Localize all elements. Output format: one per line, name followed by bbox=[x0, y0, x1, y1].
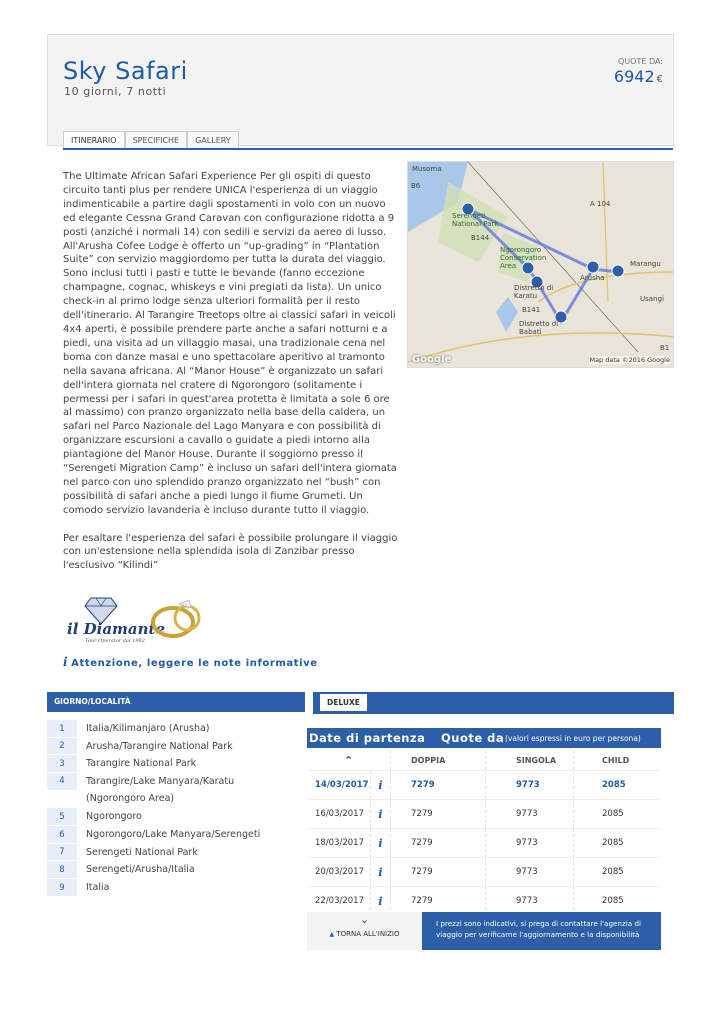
tab-gallery[interactable]: GALLERY bbox=[187, 131, 239, 148]
day-number: 3 bbox=[47, 755, 77, 773]
map-label-a104: A 104 bbox=[590, 200, 611, 208]
day-number: 5 bbox=[47, 808, 77, 826]
chevron-down-icon: ⌄ bbox=[359, 913, 370, 926]
itinerary-header: GIORNO/LOCALITÀ bbox=[47, 692, 305, 712]
price-doppia: 7279 bbox=[391, 887, 486, 915]
tab-itinerario[interactable]: ITINERARIO bbox=[63, 131, 125, 148]
day-place: Serengeti/Arusha/Italia bbox=[86, 864, 195, 875]
date-info-button[interactable] bbox=[371, 800, 391, 828]
back-to-top-label: TORNA ALL'INIZIO bbox=[336, 930, 400, 938]
itinerary-row bbox=[47, 879, 305, 897]
price-singola: 9773 bbox=[486, 887, 574, 915]
tab-deluxe[interactable]: DELUXE bbox=[320, 694, 367, 711]
map-label-karatu: Distretto di Karatu bbox=[514, 284, 554, 300]
price-disclaimer: I prezzi sono indicativi, si prega di contattare l'agenzia di viaggio per verificarne l'aggiornamento e la disponibilità bbox=[422, 912, 661, 950]
col-singola: SINGOLA bbox=[486, 750, 574, 770]
itinerary-row bbox=[47, 826, 305, 844]
itinerary-row bbox=[47, 720, 305, 738]
scroll-down-button[interactable] bbox=[307, 913, 422, 926]
info-icon: i bbox=[63, 655, 69, 669]
price-doppia: 7279 bbox=[391, 800, 486, 828]
partner-logos bbox=[63, 594, 213, 644]
map-label-ngorongoro: Ngorongoro Conservation Area bbox=[500, 246, 547, 270]
map-label-serengeti: Serengeti National Park bbox=[452, 212, 499, 228]
day-place-line2: (Ngorongoro Area) bbox=[86, 793, 175, 804]
svg-text:Tour Operator dal 1982: Tour Operator dal 1982 bbox=[85, 638, 145, 644]
attention-text: Attenzione, leggere le note informative bbox=[71, 658, 318, 669]
itinerary-row bbox=[47, 861, 305, 879]
dates-footer bbox=[307, 912, 661, 950]
itinerary-row bbox=[47, 844, 305, 861]
dates-title: Date di partenza bbox=[309, 731, 426, 745]
map-credit: Map data ©2016 Google bbox=[589, 356, 670, 364]
info-icon: i bbox=[378, 778, 383, 792]
tab-bar bbox=[63, 131, 239, 148]
price-child: 2085 bbox=[602, 867, 624, 877]
map-label-b141: B141 bbox=[522, 306, 541, 314]
trip-duration: 10 giorni, 7 notti bbox=[64, 85, 167, 98]
price-singola: 9773 bbox=[486, 800, 574, 828]
tab-specifiche[interactable]: SPECIFICHE bbox=[125, 131, 188, 148]
date-info-button[interactable] bbox=[371, 858, 391, 886]
package-tab-bar bbox=[313, 692, 674, 714]
day-number: 8 bbox=[47, 861, 77, 879]
date-row[interactable] bbox=[307, 800, 661, 829]
day-place: Arusha/Tarangire National Park bbox=[86, 741, 233, 752]
map-label-arusha: Arusha bbox=[580, 274, 605, 282]
col-child: CHILD bbox=[602, 755, 630, 765]
price-child: 2085 bbox=[602, 896, 624, 906]
info-icon: i bbox=[378, 836, 383, 850]
price-singola: 9773 bbox=[486, 829, 574, 857]
triangle-up-icon: ▲ bbox=[329, 931, 335, 938]
date-row[interactable] bbox=[307, 771, 661, 800]
departure-date: 18/03/2017 bbox=[307, 829, 371, 857]
dates-table bbox=[307, 750, 661, 916]
info-icon: i bbox=[378, 894, 383, 908]
price-child: 2085 bbox=[602, 809, 624, 819]
departure-date: 20/03/2017 bbox=[307, 858, 371, 886]
google-logo: Google bbox=[412, 354, 452, 365]
tab-underline bbox=[63, 148, 673, 150]
day-place: Serengeti National Park bbox=[86, 847, 198, 858]
quote-price bbox=[614, 67, 663, 86]
il-diamante-logo bbox=[63, 594, 213, 644]
trip-description bbox=[63, 170, 398, 587]
description-paragraph-extension: Per esaltare l'esperienza del safari è possibile prolungare il viaggio con un'estensione nella splendida isola di Zanzibar presso l'esclusivo “Kilindi” bbox=[63, 532, 398, 572]
itinerary-row bbox=[47, 808, 305, 826]
departure-date: 22/03/2017 bbox=[307, 887, 371, 915]
dates-table-header bbox=[307, 750, 661, 771]
itinerary-row bbox=[47, 738, 305, 755]
departure-date: 14/03/2017 bbox=[307, 771, 371, 799]
day-place: Italia bbox=[86, 882, 110, 893]
departure-date: 16/03/2017 bbox=[307, 800, 371, 828]
date-row[interactable] bbox=[307, 858, 661, 887]
date-info-button[interactable] bbox=[371, 829, 391, 857]
day-number: 7 bbox=[47, 844, 77, 861]
price-doppia: 7279 bbox=[391, 829, 486, 857]
description-paragraph: The Ultimate African Safari Experience Per gli ospiti di questo circuito tanti plus per rendere UNICA l'esperienza di un viaggio indimenticabile a partire dagli spostamenti in volo con un nuovo ed elegante Cessna Grand Caravan con configurazione ridotta a 9 posti (anziché i normali 14) con sedili e servizi da aereo di lusso. All'Arusha Cofee Lodge è offerto un “up-grading” in “Plantation Suite” con servizio maggiordomo per tutta la durata del viaggio. Sono inclusi tutti i pasti e tutte le bevande (fanno eccezione champagne, cognac, whiskeys e vini pregiati da lista). Un unico check-in al primo lodge senza ulteriori formalità per il resto dell'itinerario. Al Tarangire Treetops oltre ai classici safari in veicoli 4x4 aperti, è possibile prendere parte anche a safari notturni e a piedi, una visita ad un villaggio masai, una tradizionale cena nel boma con danze masai e uno spettacolare aperitivo al tramonto nella savana africana. Al “Manor House” è organizzato un safari dell'intera giornata nel cratere di Ngorongoro (solitamente i permessi per i safari in quest'area protetta è limitata a sole 6 ore al massimo) con pranzo organizzato nella base della caldera, un safari nel Parco Nazionale del Lago Manyara e con possibilità di organizzare escursioni a cavallo o guidate a piedi intorno alla piantagione del Manor House. Durante il soggiorno presso il “Serengeti Migration Camp” è incluso un safari dell'intera giornata nel parco con uno splendido pranzo organizzato nel “bush” con possibilità di safari anche a piedi lungo il fiume Grumeti. Un comodo servizio lavanderia è incluso durante tutto il viaggio. bbox=[63, 171, 397, 516]
price-doppia: 7279 bbox=[391, 858, 486, 886]
page-title: Sky Safari bbox=[63, 57, 188, 85]
itinerary-row bbox=[47, 755, 305, 773]
date-info-button[interactable] bbox=[371, 771, 391, 799]
dates-header bbox=[307, 728, 661, 748]
day-number: 2 bbox=[47, 738, 77, 755]
day-place: Tarangire National Park bbox=[86, 758, 197, 769]
price-singola: 9773 bbox=[486, 858, 574, 886]
back-to-top-link[interactable] bbox=[307, 930, 422, 938]
price-doppia: 7279 bbox=[391, 771, 486, 799]
quote-label: QUOTE DA: bbox=[618, 57, 663, 66]
day-number: 1 bbox=[47, 720, 77, 738]
map-label-musoma: Musoma bbox=[412, 165, 442, 173]
day-place-line1: Tarangire/Lake Manyara/Karatu bbox=[86, 776, 235, 787]
map-label-b1: B1 bbox=[660, 344, 670, 352]
col-doppia: DOPPIA bbox=[391, 750, 486, 770]
price-child: 2085 bbox=[602, 838, 624, 848]
route-map[interactable] bbox=[407, 161, 674, 368]
quote-note: (valori espressi in euro per persona) bbox=[505, 734, 641, 743]
map-label-marangu: Marangu bbox=[630, 260, 661, 268]
quote-title: Quote da bbox=[441, 731, 505, 745]
day-number: 6 bbox=[47, 826, 77, 844]
info-icon: i bbox=[378, 807, 383, 821]
trip-header bbox=[47, 34, 674, 146]
quote-amount: 6942 bbox=[613, 67, 655, 86]
itinerary-list bbox=[47, 720, 305, 897]
map-label-b144: B144 bbox=[471, 234, 490, 242]
date-row[interactable] bbox=[307, 829, 661, 858]
date-info-button[interactable] bbox=[371, 887, 391, 915]
map-label-b6: B6 bbox=[411, 182, 421, 190]
map-label-babati: Distretto di Babati bbox=[519, 320, 559, 336]
day-number: 9 bbox=[47, 879, 77, 897]
map-label-usangi: Usangi bbox=[640, 295, 664, 303]
price-singola: 9773 bbox=[486, 771, 574, 799]
itinerary-row bbox=[47, 773, 305, 808]
svg-text:il Diamante: il Diamante bbox=[67, 620, 166, 638]
info-icon: i bbox=[378, 865, 383, 879]
day-place: Ngorongoro/Lake Manyara/Serengeti bbox=[86, 829, 261, 840]
day-number: 4 bbox=[47, 773, 77, 791]
day-place bbox=[77, 773, 305, 808]
scroll-up-button[interactable] bbox=[307, 750, 391, 770]
back-to-top-area bbox=[307, 912, 422, 950]
attention-link[interactable] bbox=[63, 655, 318, 669]
day-place: Italia/Kilimanjaro (Arusha) bbox=[86, 723, 210, 734]
price-child: 2085 bbox=[602, 780, 626, 790]
day-place: Ngorongoro bbox=[86, 811, 142, 822]
currency-symbol: € bbox=[656, 74, 663, 85]
chevron-up-icon: ⌃ bbox=[343, 753, 354, 767]
